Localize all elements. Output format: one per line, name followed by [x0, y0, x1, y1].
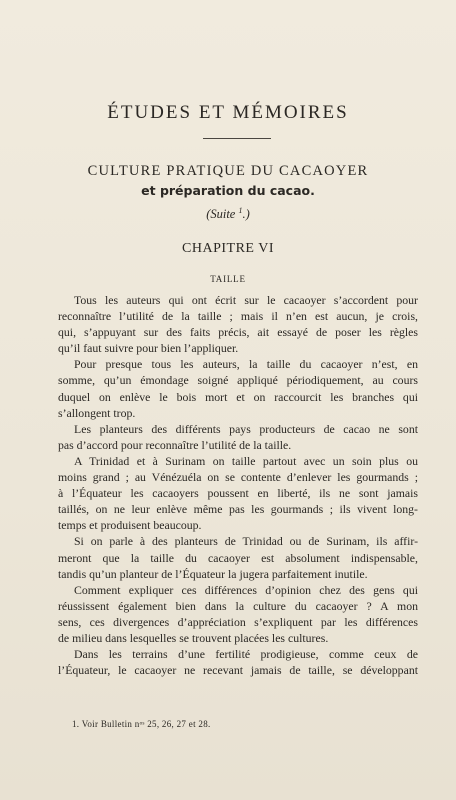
body-text [58, 292, 418, 678]
text-line: moins grand ; au Vénézuéla on se contente d’enlever les gourmands ; [58, 470, 418, 485]
text-line: Comment expliquer ces différences d’opinion chez des gens qui [74, 582, 418, 597]
section-title: ÉTUDES ET MÉMOIRES [107, 102, 349, 123]
text-line: somme, qu’un émondage soigné appliqué périodiquement, au cours [58, 373, 418, 388]
text-line: Pour presque tous les auteurs, la taille du cacaoyer n’est, en [74, 357, 418, 372]
text-line: à l’Équateur les cacaoyers poussent en liberté, ils ne sont jamais [58, 486, 418, 501]
article-subtitle: et préparation du cacao. [141, 183, 315, 198]
continuation-note [0, 206, 456, 222]
text-line: pas d’accord pour reconnaître l’utilité de la taille. [58, 437, 292, 452]
text-line: Si on parle à des planteurs de Trinidad ou de Surinam, ils affir- [74, 534, 418, 549]
footnote: 1. Voir Bulletin nᵒˢ 25, 26, 27 et 28. [72, 719, 211, 729]
text-line: tandis qu’un planteur de l’Équateur la jugera parfaitement inutile. [58, 566, 368, 581]
text-line: duquel on enlève le bois mort et on raccourcit les branches qui [58, 389, 418, 404]
text-line: s’allongent trop. [58, 405, 136, 420]
article-title: CULTURE PRATIQUE DU CACAOYER [87, 163, 369, 179]
text-line: qu’il faut suivre pour bien l’appliquer. [58, 341, 239, 356]
text-line: réussissent également bien dans la culture du cacaoyer ? A mon [58, 598, 418, 613]
text-line: Tous les auteurs qui ont écrit sur le cacaoyer s’accordent pour [74, 293, 418, 307]
text-line: reconnaître l’utilité de la taille ; mais il n’en est aucun, je crois, [58, 309, 418, 324]
text-line: temps et produisent beaucoup. [58, 518, 202, 533]
continuation-close: .) [242, 207, 250, 222]
text-line: A Trinidad et à Surinam on taille partout avec un soin plus ou [74, 453, 418, 468]
title-divider [203, 138, 271, 139]
footnote-ref: 1 [238, 206, 243, 215]
text-line: sens, ces divergences d’appréciation s’expliquent par les différences [58, 614, 418, 629]
text-line: qui, s’appuyant sur des faits précis, ait essayé de poser les règles [58, 325, 418, 340]
continuation-label: (Suite [206, 207, 236, 222]
text-line: de milieu dans lesquelles se trouvent placées les cultures. [58, 630, 329, 645]
text-line: meront que la taille du cacaoyer est absolument indispensable, [58, 550, 418, 565]
text-line: taillés, on ne leur enlève même pas les gourmands ; ils vivent long- [58, 502, 418, 517]
text-line: Les planteurs des différents pays producteurs de cacao ne sont [74, 421, 418, 436]
text-line: Dans les terrains d’une fertilité prodigieuse, comme ceux de [74, 647, 418, 662]
chapter-title: CHAPITRE VI [182, 241, 274, 256]
text-line: l’Équateur, le cacaoyer ne recevant jamais de taille, se développant [58, 663, 418, 678]
chapter-heading: TAILLE [210, 274, 246, 284]
